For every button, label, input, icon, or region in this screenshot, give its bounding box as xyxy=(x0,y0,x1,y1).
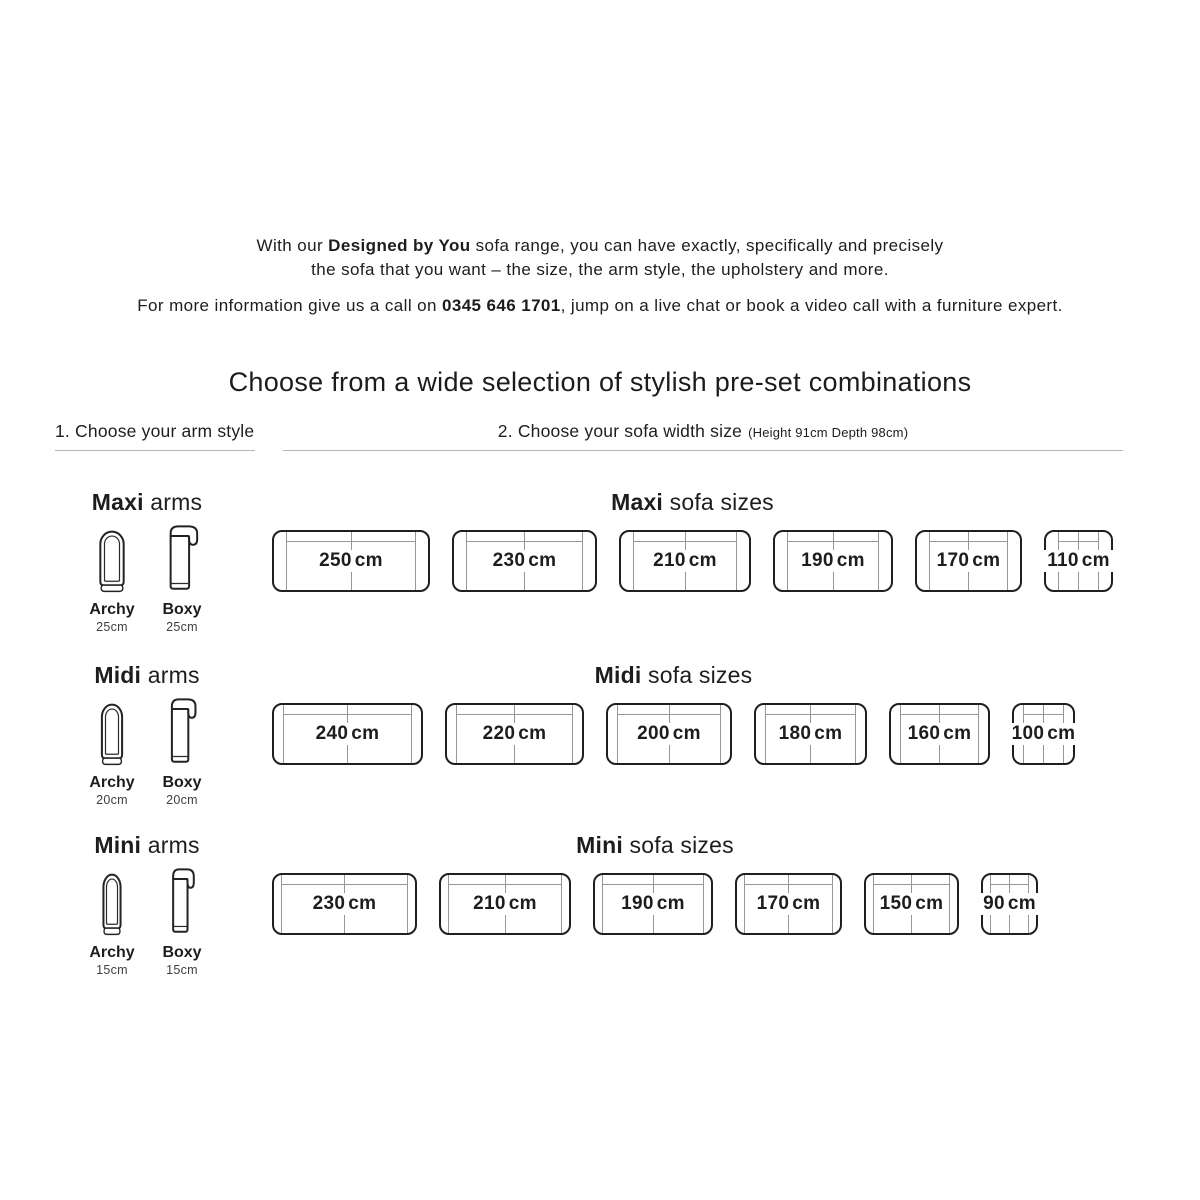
archy-arm-icon xyxy=(97,522,127,594)
sofa-size-box-midi-160cm xyxy=(889,703,990,765)
sofa-width-label: 170 cm xyxy=(934,550,1004,572)
arm-width-label: 15cm xyxy=(166,963,198,977)
boxy-arm-icon xyxy=(164,522,200,594)
sofa-width-label: 230 cm xyxy=(310,893,380,915)
page-title: Choose from a wide selection of stylish pre-set combinations xyxy=(228,367,972,398)
phone-number: 0345 646 1701 xyxy=(441,296,561,315)
sofa-width-label: 170 cm xyxy=(754,893,824,915)
sofa-back-line xyxy=(283,714,412,715)
sofa-back-line xyxy=(466,541,583,542)
sofa-back-line xyxy=(286,541,416,542)
arm-style-name: Archy xyxy=(89,774,135,791)
sofa-width-label: 90 cm xyxy=(980,893,1039,915)
sofa-size-box-mini-150cm xyxy=(864,873,959,935)
sofa-sizes-group xyxy=(272,831,1038,935)
arm-style-name: Archy xyxy=(89,601,135,618)
arm-style-name: Boxy xyxy=(162,774,202,791)
sofa-size-boxes xyxy=(272,873,1038,935)
sofa-width-label: 200 cm xyxy=(634,723,704,745)
sizes-group-title: Maxi sofa sizes xyxy=(611,489,774,515)
sofa-size-box-mini-190cm xyxy=(593,873,713,935)
sofa-width-label: 220 cm xyxy=(480,723,550,745)
arm-width-label: 25cm xyxy=(166,620,198,634)
boxy-arm-icon xyxy=(166,695,198,767)
boxy-arm-icon xyxy=(168,865,196,937)
sofa-width-label: 210 cm xyxy=(470,893,540,915)
sofa-width-label: 190 cm xyxy=(618,893,688,915)
sizes-group-title: Mini sofa sizes xyxy=(576,832,734,858)
sofa-size-box-maxi-190cm xyxy=(773,530,893,592)
arm-style-group xyxy=(63,661,231,807)
intro-text: With our xyxy=(256,236,329,255)
sofa-width-label: 150 cm xyxy=(877,893,947,915)
sofa-size-box-midi-240cm xyxy=(272,703,423,765)
arm-option-archy xyxy=(77,522,147,634)
arm-width-label: 20cm xyxy=(96,793,128,807)
sofa-width-label: 190 cm xyxy=(798,550,868,572)
arm-style-name: Boxy xyxy=(162,601,202,618)
arm-options xyxy=(63,865,231,977)
sofa-size-box-midi-180cm xyxy=(754,703,867,765)
sofa-width-label: 180 cm xyxy=(776,723,846,745)
arm-options xyxy=(63,522,231,634)
arm-style-group xyxy=(63,488,231,634)
sofa-size-box-maxi-110cm xyxy=(1044,530,1113,592)
sofa-back-line xyxy=(929,541,1008,542)
sizes-group-title: Midi sofa sizes xyxy=(594,662,753,688)
sofa-back-line xyxy=(990,884,1029,885)
sofa-size-box-mini-230cm xyxy=(272,873,417,935)
arms-group-title: Mini arms xyxy=(94,832,200,858)
arm-options xyxy=(63,695,231,807)
intro-text: , jump on a live chat or book a video call with a furniture expert. xyxy=(560,296,1063,315)
arm-width-label: 20cm xyxy=(166,793,198,807)
sofa-back-line xyxy=(873,884,950,885)
size-row-mini xyxy=(0,831,1200,1001)
arm-width-label: 15cm xyxy=(96,963,128,977)
arm-option-archy xyxy=(77,695,147,807)
sofa-back-line xyxy=(456,714,573,715)
sofa-width-label: 240 cm xyxy=(313,723,383,745)
intro-paragraph-1 xyxy=(0,234,1200,282)
sofa-width-label: 160 cm xyxy=(905,723,975,745)
sofa-width-label: 100 cm xyxy=(1009,723,1079,745)
sofa-size-box-midi-200cm xyxy=(606,703,732,765)
arm-option-boxy xyxy=(147,865,217,977)
sofa-width-label: 110 cm xyxy=(1044,550,1113,572)
arm-option-archy xyxy=(77,865,147,977)
sofa-back-line xyxy=(1023,714,1064,715)
size-row-midi xyxy=(0,661,1200,831)
sofa-back-line xyxy=(900,714,979,715)
size-row-maxi xyxy=(0,488,1200,658)
sofa-size-box-maxi-170cm xyxy=(915,530,1022,592)
sofa-back-line xyxy=(1058,541,1099,542)
sofa-size-box-mini-90cm xyxy=(981,873,1038,935)
sofa-back-line xyxy=(617,714,721,715)
sofa-width-label: 250 cm xyxy=(316,550,386,572)
sofa-size-box-maxi-210cm xyxy=(619,530,751,592)
sofa-size-box-mini-210cm xyxy=(439,873,571,935)
arm-style-divider xyxy=(55,450,255,451)
sofa-width-label: 210 cm xyxy=(650,550,720,572)
sofa-size-box-maxi-230cm xyxy=(452,530,597,592)
range-name: Designed by You xyxy=(328,236,471,255)
intro-text: sofa range, you can have exactly, specifically and precisely xyxy=(470,236,944,255)
archy-arm-icon xyxy=(101,865,123,937)
height-depth-note: (Height 91cm Depth 98cm) xyxy=(748,425,909,440)
sofa-size-box-midi-100cm xyxy=(1012,703,1075,765)
sofa-size-box-midi-220cm xyxy=(445,703,584,765)
width-size-section-title xyxy=(283,421,1123,442)
arms-group-title: Midi arms xyxy=(94,662,200,688)
arm-style-name: Boxy xyxy=(162,944,202,961)
arm-style-section-title: 1. Choose your arm style xyxy=(55,421,255,441)
arm-option-boxy xyxy=(147,695,217,807)
sofa-size-boxes xyxy=(272,530,1113,592)
width-size-title-text: 2. Choose your sofa width size xyxy=(497,421,743,441)
arm-width-label: 25cm xyxy=(96,620,128,634)
sofa-size-box-mini-170cm xyxy=(735,873,842,935)
arm-style-name: Archy xyxy=(89,944,135,961)
sofa-back-line xyxy=(765,714,856,715)
intro-text: For more information give us a call on xyxy=(137,296,442,315)
arm-style-group xyxy=(63,831,231,977)
width-size-divider xyxy=(283,450,1123,451)
sofa-sizes-group xyxy=(272,661,1075,765)
sofa-back-line xyxy=(281,884,408,885)
archy-arm-icon xyxy=(99,695,125,767)
intro-paragraph-2 xyxy=(0,294,1200,318)
arms-group-title: Maxi arms xyxy=(91,489,203,515)
sofa-size-box-maxi-250cm xyxy=(272,530,430,592)
sofa-width-label: 230 cm xyxy=(490,550,560,572)
sofa-back-line xyxy=(744,884,833,885)
sofa-back-line xyxy=(633,541,737,542)
sofa-size-boxes xyxy=(272,703,1075,765)
sofa-back-line xyxy=(448,884,562,885)
sofa-back-line xyxy=(602,884,704,885)
arm-option-boxy xyxy=(147,522,217,634)
sofa-back-line xyxy=(787,541,879,542)
sofa-sizes-group xyxy=(272,488,1113,592)
intro-text: the sofa that you want – the size, the arm style, the upholstery and more. xyxy=(311,260,889,279)
